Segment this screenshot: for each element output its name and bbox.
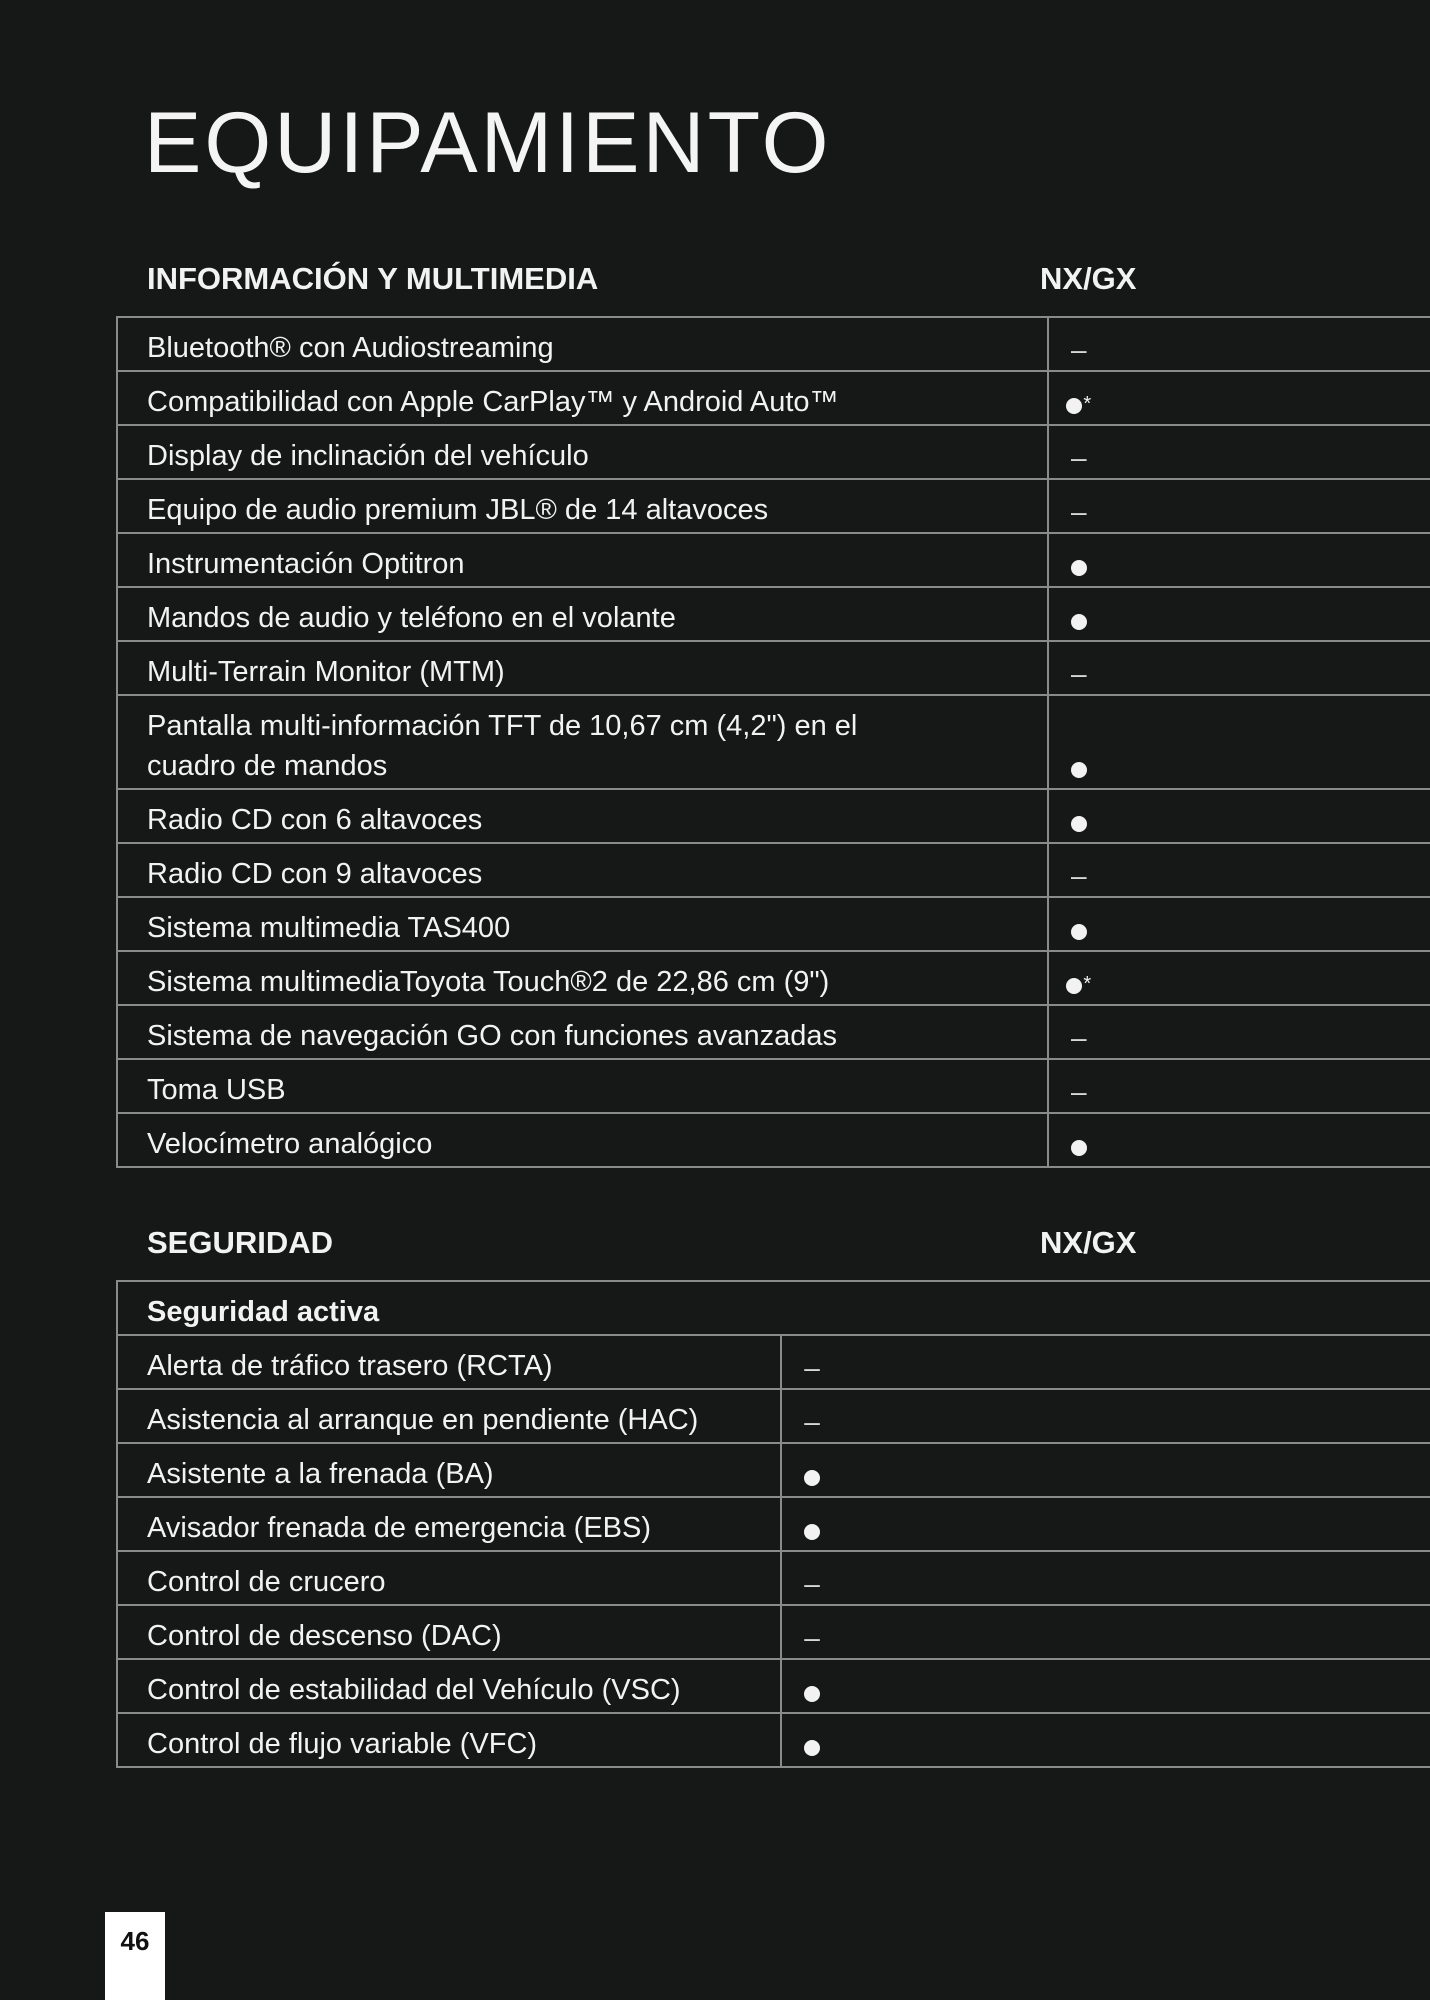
column-header: NX/GX (1040, 1225, 1137, 1260)
standard-dot-icon (1071, 762, 1087, 778)
feature-value (1048, 641, 1430, 695)
table-row (117, 897, 1430, 951)
availability-mark (791, 1348, 833, 1388)
standard-dot-icon (1071, 1140, 1087, 1156)
feature-value (1048, 317, 1430, 371)
table-row (117, 641, 1430, 695)
table-row (117, 1113, 1430, 1167)
feature-value (1048, 789, 1430, 843)
table-row (117, 1551, 1430, 1605)
feature-label: Mandos de audio y teléfono en el volante (117, 587, 1048, 641)
availability-mark (1058, 330, 1100, 370)
availability-mark (1058, 748, 1100, 788)
availability-mark (791, 1402, 833, 1442)
availability-mark (1058, 1126, 1100, 1166)
feature-label: Control de estabilidad del Vehículo (VSC) (117, 1659, 781, 1713)
table-row (117, 587, 1430, 641)
availability-mark (1058, 1018, 1100, 1058)
availability-mark (791, 1456, 833, 1496)
availability-mark (1058, 802, 1100, 842)
section-title: SEGURIDAD (147, 1225, 334, 1260)
table-row (117, 1443, 1430, 1497)
feature-value (781, 1335, 1430, 1389)
not-available-dash: – (1070, 334, 1087, 365)
not-available-dash: – (1070, 1076, 1087, 1107)
feature-label: Control de flujo variable (VFC) (117, 1713, 781, 1767)
table-row (117, 1335, 1430, 1389)
availability-mark (791, 1510, 833, 1550)
multimedia-table (116, 316, 1430, 1168)
availability-mark (791, 1618, 833, 1658)
feature-label: Equipo de audio premium JBL® de 14 altavoces (117, 479, 1048, 533)
table-row (117, 425, 1430, 479)
standard-dot-icon (804, 1524, 820, 1540)
feature-value (781, 1443, 1430, 1497)
feature-label: Asistencia al arranque en pendiente (HAC) (117, 1389, 781, 1443)
feature-value (1048, 1005, 1430, 1059)
feature-value (1048, 425, 1430, 479)
feature-value (781, 1389, 1430, 1443)
table-row (117, 371, 1430, 425)
table-row (117, 1059, 1430, 1113)
feature-label: Alerta de tráfico trasero (RCTA) (117, 1335, 781, 1389)
availability-mark (1058, 492, 1100, 532)
availability-mark (1058, 600, 1100, 640)
footnote-asterisk: * (1083, 393, 1092, 415)
not-available-dash: – (1070, 1022, 1087, 1053)
not-available-dash: – (1070, 442, 1087, 473)
feature-label: Radio CD con 9 altavoces (117, 843, 1048, 897)
feature-label: Display de inclinación del vehículo (117, 425, 1048, 479)
feature-label: Compatibilidad con Apple CarPlay™ y Android Auto™ (117, 371, 1048, 425)
table-row (117, 1389, 1430, 1443)
feature-label: Sistema de navegación GO con funciones avanzadas (117, 1005, 1048, 1059)
table-row (117, 1713, 1430, 1767)
feature-value (781, 1551, 1430, 1605)
standard-dot-icon (1066, 398, 1082, 414)
section-header-seguridad (147, 1227, 1430, 1258)
standard-dot-icon (804, 1740, 820, 1756)
feature-label: Bluetooth® con Audiostreaming (117, 317, 1048, 371)
availability-mark (1058, 1072, 1100, 1112)
availability-mark (1058, 910, 1100, 950)
not-available-dash: – (804, 1622, 820, 1653)
feature-value (1048, 587, 1430, 641)
feature-label: Instrumentación Optitron (117, 533, 1048, 587)
feature-label: Radio CD con 6 altavoces (117, 789, 1048, 843)
feature-label: Sistema multimedia TAS400 (117, 897, 1048, 951)
feature-value (781, 1713, 1430, 1767)
feature-value (1048, 533, 1430, 587)
standard-dot-icon (1071, 614, 1087, 630)
page-number: 46 (105, 1912, 165, 2000)
feature-value (1048, 951, 1430, 1005)
standard-dot-icon (1066, 978, 1082, 994)
table-row (117, 533, 1430, 587)
feature-value (781, 1497, 1430, 1551)
feature-value (1048, 479, 1430, 533)
table-row (117, 1659, 1430, 1713)
not-available-dash: – (804, 1568, 820, 1599)
standard-dot-icon (804, 1686, 820, 1702)
table-row (117, 1497, 1430, 1551)
not-available-dash: – (1070, 860, 1087, 891)
feature-value (1048, 1113, 1430, 1167)
table-row (117, 951, 1430, 1005)
feature-value (1048, 695, 1430, 789)
feature-value (781, 1659, 1430, 1713)
section-title: INFORMACIÓN Y MULTIMEDIA (147, 261, 599, 296)
not-available-dash: – (804, 1406, 820, 1437)
feature-label: Pantalla multi-información TFT de 10,67 cm (4,2") en el cuadro de mandos (117, 695, 1048, 789)
feature-value (781, 1605, 1430, 1659)
availability-mark (1058, 964, 1100, 1004)
footnote-asterisk: * (1083, 973, 1092, 995)
availability-mark (1058, 856, 1100, 896)
group-row (117, 1281, 1430, 1335)
feature-label: Toma USB (117, 1059, 1048, 1113)
availability-mark (791, 1564, 833, 1604)
table-row (117, 843, 1430, 897)
feature-value (1048, 843, 1430, 897)
feature-label: Sistema multimediaToyota Touch®2 de 22,86 cm (9") (117, 951, 1048, 1005)
table-row (117, 1605, 1430, 1659)
availability-mark (791, 1726, 833, 1766)
not-available-dash: – (1070, 496, 1087, 527)
table-row (117, 695, 1430, 789)
standard-dot-icon (1071, 924, 1087, 940)
feature-label: Control de crucero (117, 1551, 781, 1605)
availability-mark (1058, 438, 1100, 478)
section-header-multimedia (147, 263, 1430, 294)
column-header: NX/GX (1040, 261, 1137, 296)
not-available-dash: – (1070, 658, 1087, 689)
feature-value (1048, 897, 1430, 951)
availability-mark (791, 1672, 833, 1712)
feature-label: Velocímetro analógico (117, 1113, 1048, 1167)
availability-mark (1058, 546, 1100, 586)
feature-label: Asistente a la frenada (BA) (117, 1443, 781, 1497)
seguridad-table (116, 1280, 1430, 1768)
table-row (117, 1005, 1430, 1059)
feature-label: Avisador frenada de emergencia (EBS) (117, 1497, 781, 1551)
feature-value (1048, 371, 1430, 425)
table-row (117, 317, 1430, 371)
not-available-dash: – (804, 1352, 820, 1383)
standard-dot-icon (804, 1470, 820, 1486)
page-title: EQUIPAMIENTO (144, 95, 832, 191)
feature-value (1048, 1059, 1430, 1113)
group-label: Seguridad activa (117, 1281, 1430, 1335)
standard-dot-icon (1071, 560, 1087, 576)
table-row (117, 789, 1430, 843)
availability-mark (1058, 384, 1100, 424)
feature-label: Multi-Terrain Monitor (MTM) (117, 641, 1048, 695)
feature-label: Control de descenso (DAC) (117, 1605, 781, 1659)
standard-dot-icon (1071, 816, 1087, 832)
table-row (117, 479, 1430, 533)
availability-mark (1058, 654, 1100, 694)
